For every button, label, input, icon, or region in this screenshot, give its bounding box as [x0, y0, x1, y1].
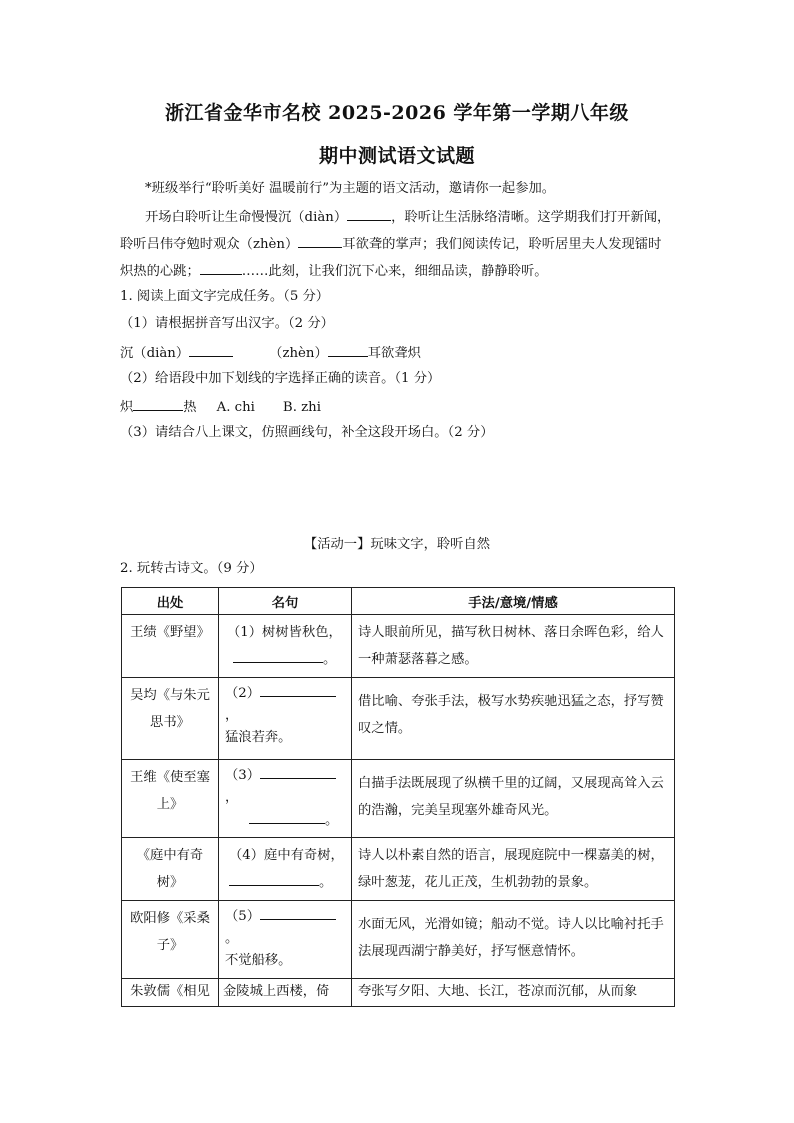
answer-blank[interactable]	[260, 682, 336, 697]
verse-cell: 金陵城上西楼，倚	[219, 979, 352, 1007]
intro-text: *班级举行“聆听美好 温暖前行”为主题的语文活动，邀请你一起参加。	[145, 181, 556, 196]
answer-blank[interactable]	[328, 343, 368, 357]
table-row	[122, 760, 675, 838]
source-cell: 《庭中有奇树》	[122, 838, 219, 901]
answer-blank[interactable]	[298, 234, 342, 248]
option-a[interactable]: A. chi	[216, 400, 255, 415]
answer-blank[interactable]	[229, 871, 319, 886]
answer-blank[interactable]	[189, 343, 233, 357]
question-1-2: （2）给语段中加下划线的字选择正确的读音。（1 分）	[120, 371, 441, 386]
verse-cell: （2） ， 猛浪若奔。	[219, 678, 352, 760]
source-cell: 欧阳修《采桑子》	[122, 901, 219, 979]
column-header: 出处	[122, 588, 219, 615]
question-1-2-options: 炽 热 A. chi B. zhi	[120, 397, 680, 417]
verse-cell: （1）树树皆秋色， 。	[219, 615, 352, 678]
desc-cell: 诗人眼前所见，描写秋日树林、落日余晖色彩，给人一种萧瑟落暮之感。	[352, 615, 675, 678]
answer-blank[interactable]	[347, 207, 391, 221]
poetry-table	[121, 587, 675, 1007]
answer-blank[interactable]	[260, 764, 336, 779]
column-header: 手法/意境/情感	[352, 588, 675, 615]
source-cell: 王绩《野望》	[122, 615, 219, 678]
table-row	[122, 979, 675, 1007]
activity-heading: 【活动一】玩味文字，聆听自然	[303, 537, 491, 552]
desc-cell: 夸张写夕阳、大地、长江，苍凉而沉郁，从而象	[352, 979, 675, 1007]
answer-blank[interactable]	[200, 261, 242, 275]
desc-cell: 诗人以朴素自然的语言，展现庭院中一棵嘉美的树，绿叶葱茏，花儿正茂，生机勃勃的景象。	[352, 838, 675, 901]
answer-blank[interactable]	[133, 397, 183, 411]
question-1-3: （3）请结合八上课文，仿照画线句，补全这段开场白。（2 分）	[120, 425, 494, 440]
table-row	[122, 901, 675, 979]
passage-line-1: 开场白聆听让生命慢慢沉（diàn） ，聆听让生活脉络清晰。这学期我们打开新闻，	[145, 207, 705, 227]
desc-cell: 白描手法既展现了纵横千里的辽阔，又展现高耸入云的浩瀚，完美呈现塞外雄奇风光。	[352, 760, 675, 838]
verse-cell: （4）庭中有奇树， 。	[219, 838, 352, 901]
desc-cell: 借比喻、夸张手法，极写水势疾驰迅猛之态，抒写赞叹之情。	[352, 678, 675, 760]
source-cell: 王维《使至塞上》	[122, 760, 219, 838]
table-row	[122, 615, 675, 678]
question-1: 1. 阅读上面文字完成任务。（5 分）	[120, 289, 330, 304]
verse-cell: （5） 。 不觉船移。	[219, 901, 352, 979]
option-b[interactable]: B. zhi	[282, 400, 321, 415]
answer-blank[interactable]	[260, 905, 336, 920]
exam-title: 浙江省金华市名校 2025-2026 学年第一学期八年级	[165, 102, 629, 124]
question-1-1-answer: 沉（diàn） （zhèn） 耳欲聋炽	[120, 343, 680, 363]
source-cell: 朱敦儒《相见	[122, 979, 219, 1007]
passage-line-2: 聆听吕伟夺勉时观众（zhèn） 耳欲聋的掌声；我们阅读传记，聆听居里夫人发现镭时	[120, 234, 680, 254]
table-row	[122, 838, 675, 901]
answer-blank[interactable]	[233, 648, 323, 663]
verse-cell: （3） ， 。	[219, 760, 352, 838]
desc-cell: 水面无风，光滑如镜；船动不觉。诗人以比喻衬托手法展现西湖宁静美好，抒写惬意情怀。	[352, 901, 675, 979]
table-header-row	[122, 588, 675, 615]
answer-blank[interactable]	[249, 809, 325, 824]
question-1-1: （1）请根据拼音写出汉字。（2 分）	[120, 316, 334, 331]
exam-subtitle: 期中测试语文试题	[318, 145, 475, 167]
column-header: 名句	[219, 588, 352, 615]
question-2: 2. 玩转古诗文。（9 分）	[120, 561, 263, 576]
passage-line-3: 炽热的心跳； ……此刻，让我们沉下心来，细细品读，静静聆听。	[120, 261, 680, 281]
source-cell: 吴均《与朱元思书》	[122, 678, 219, 760]
table-row	[122, 678, 675, 760]
